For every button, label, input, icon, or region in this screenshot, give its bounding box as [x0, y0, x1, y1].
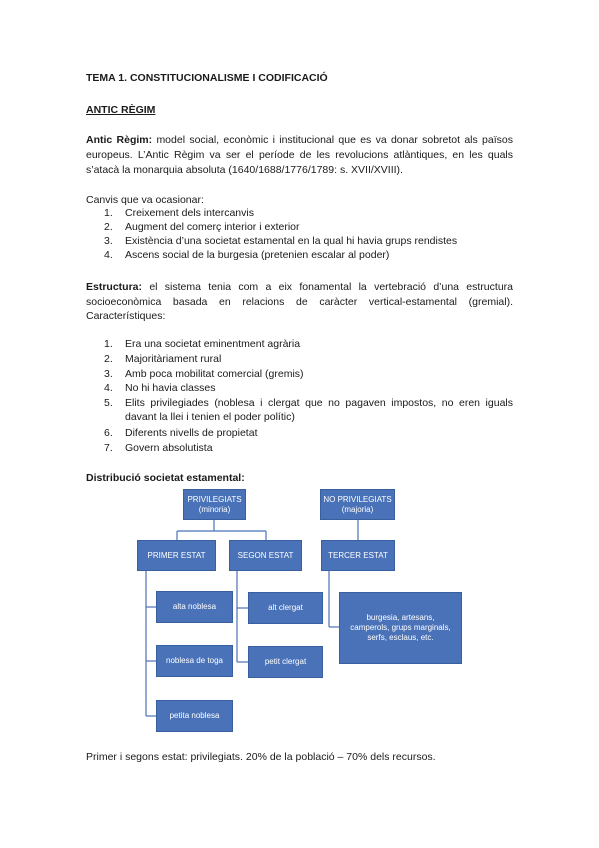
doc-title: TEMA 1. CONSTITUCIONALISME I CODIFICACIÓ	[86, 72, 328, 84]
distribucio-heading: Distribució societat estamental:	[86, 472, 245, 484]
definition-line-3: s’atacà la monarquia absoluta (1640/1688/1776/1789: s. XVII/XVIII).	[86, 164, 403, 176]
tercer-members-line-1: burgesia, artesans,	[366, 613, 435, 622]
alt-clergat-box	[248, 592, 323, 624]
petita-noblesa-label: petita noblesa	[169, 711, 220, 720]
canvis-heading: Canvis que va ocasionar:	[86, 194, 204, 206]
final-note: Primer i segons estat: privilegiats. 20% de la població – 70% dels recursos.	[86, 751, 436, 763]
noblesa-toga-box	[156, 645, 233, 677]
document-page: TEMA 1. CONSTITUCIONALISME I CODIFICACIÓ ANTIC RÈGIM Antic Règim: model social, econòmic i institucional que es va donar sobretot als països europeus. L’Antic Règim va ser el període de les revolucions atlàntiques, en les quals s’atacà la monarquia absoluta (1640/1688/1776/1789: s. XVII/XVIII). Canvis que va ocasionar: 1. Creixement dels intercanvis 2. Augment del comerç interior i exterior 3. Existència d’una societat estamental en la qual hi havia grups rendistes 4. Ascens social de la burgesia (pretenien escalar al poder) Estructura: el sistema tenia com a eix fonamental la vertebració d’una estructura socioeconòmica basada en relacions de caràcter vertical-estamental (gremial). Característiques: 1. Era una societat eminentment agrària 2. Majoritàriament rural 3. Amb poca mobilitat comercial (gremis) 4. No hi havia classes 5. Elits privilegiades (noblesa i clergat que no pagaven impostos, no eren iguals 6. Diferents nivells de propietat 7. Govern absolutista davant la llei i tenien el poder polític) Distribució societat estamental: PRIVILEGIATS (minoria) NO PRIVILEGIATS (majoria) PRIMER ESTAT SEGON ESTAT TERCER ESTAT alta noblesa noblesa de toga petita noblesa alt clergat petit clergat burgesia, artesans, camperols, grups marginals, serfs, esclaus, etc. Primer i segons estat: privilegiats. 20% de la població – 70% dels recursos.	[0, 0, 599, 848]
privilegiats-label: PRIVILEGIATS	[187, 494, 242, 504]
estructura-line-3: Característiques:	[86, 310, 166, 322]
tercer-estat-members-box	[339, 592, 462, 664]
tercer-members-line-2: camperols, grups marginals,	[350, 623, 451, 632]
segon-estat-label: SEGON ESTAT	[237, 550, 294, 560]
definition-text: model social, econòmic i institucional que es va donar sobretot als països	[156, 134, 513, 146]
noblesa-toga-label: noblesa de toga	[166, 656, 223, 665]
segon-estat-box	[229, 540, 302, 571]
definition-term: Antic Règim:	[86, 134, 153, 146]
alta-noblesa-label: alta noblesa	[172, 602, 217, 611]
estructura-line-2: socioeconòmica basada en relacions de caràcter vertical-estamental (gremial).	[86, 296, 513, 308]
no-privilegiats-label: NO PRIVILEGIATS	[323, 494, 392, 504]
list-item-continuation: davant la llei i tenien el poder polític)	[125, 411, 295, 423]
petit-clergat-label: petit clergat	[264, 657, 307, 666]
estructura-term: Estructura:	[86, 281, 143, 293]
definition-line-2: europeus. L’Antic Règim va ser el període de les revolucions atlàntiques, en les quals	[86, 149, 513, 161]
no-privilegiats-sub: (majoria)	[341, 504, 374, 514]
privilegiats-sub: (minoria)	[198, 504, 231, 514]
estructura-text: el sistema tenia com a eix fonamental la vertebració d’una estructura	[149, 281, 513, 293]
tercer-estat-box	[321, 540, 395, 571]
tercer-estat-label: TERCER ESTAT	[328, 550, 388, 560]
primer-estat-label: PRIMER ESTAT	[147, 550, 206, 560]
alta-noblesa-box	[156, 591, 233, 623]
section-heading: ANTIC RÈGIM	[86, 104, 156, 116]
primer-estat-box	[137, 540, 216, 571]
tercer-members-line-3: serfs, esclaus, etc.	[367, 633, 434, 642]
petita-noblesa-box	[156, 700, 233, 732]
no-privilegiats-box	[320, 489, 395, 520]
privilegiats-box	[183, 489, 246, 520]
alt-clergat-label: alt clergat	[268, 603, 303, 612]
petit-clergat-box	[248, 646, 323, 678]
